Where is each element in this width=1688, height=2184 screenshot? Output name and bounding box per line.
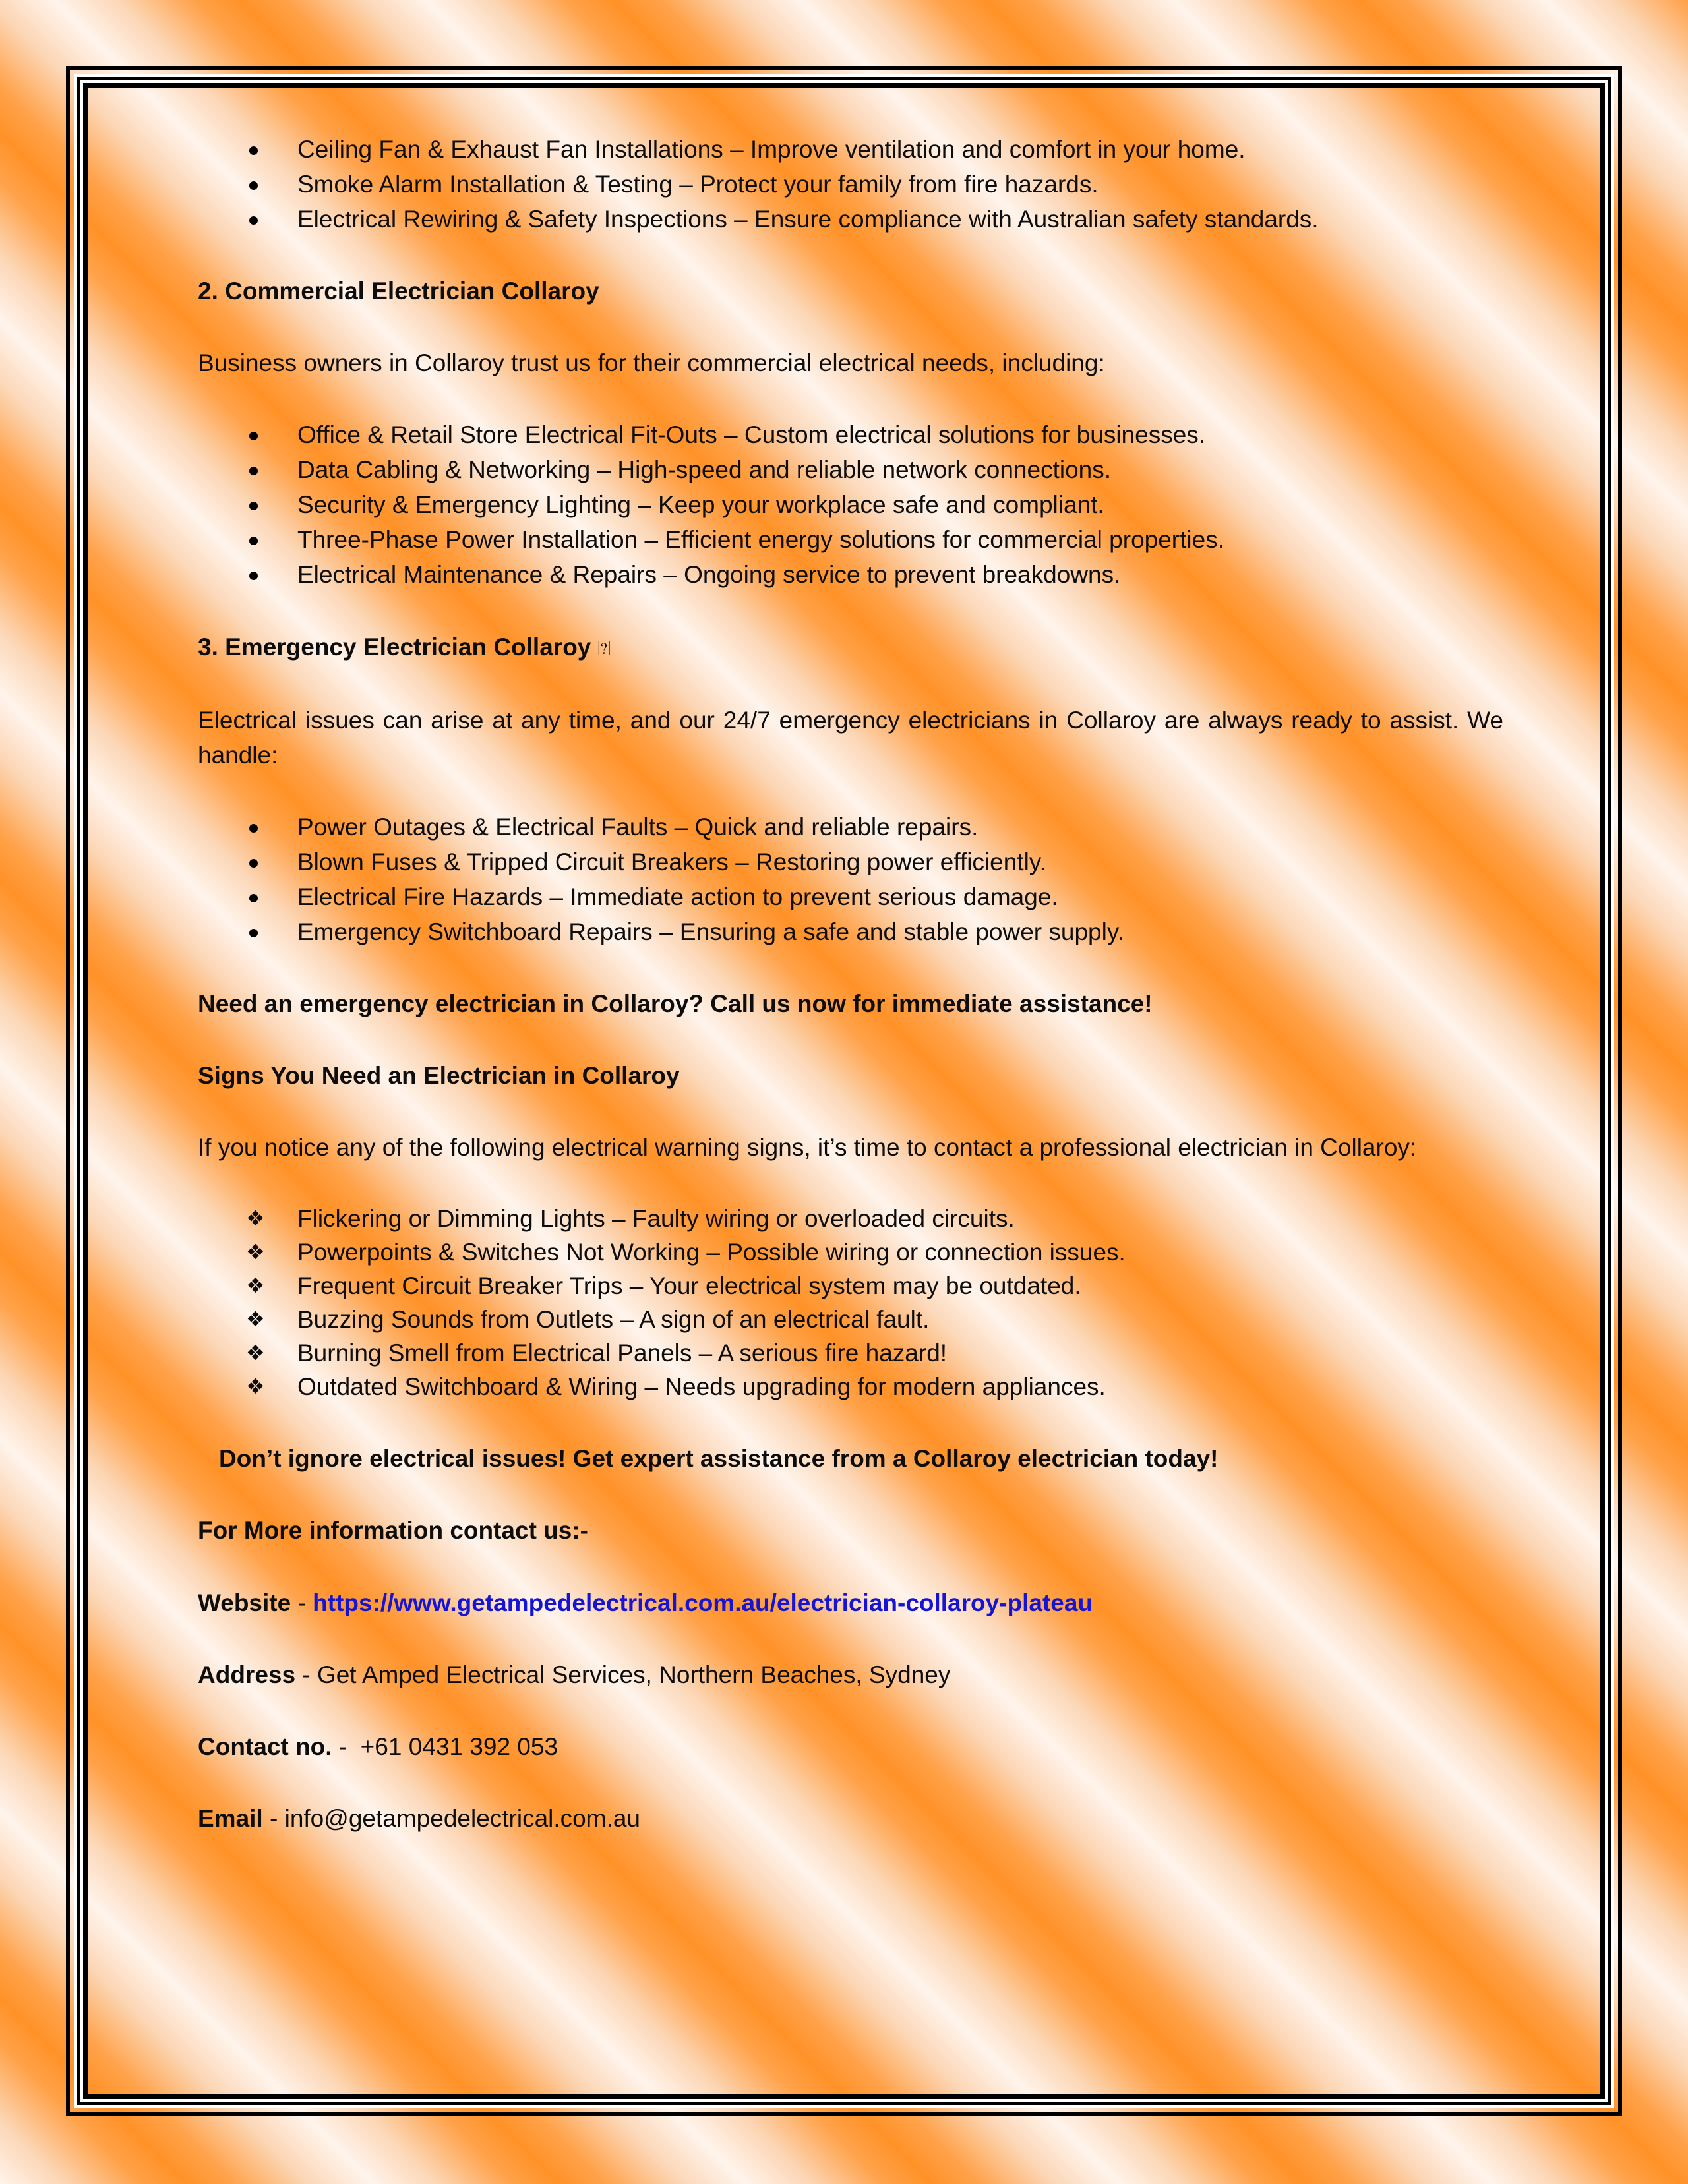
bullet-dot-icon bbox=[249, 146, 258, 155]
list-item: ❖ Powerpoints & Switches Not Working – Possible wiring or connection issues. bbox=[198, 1235, 1503, 1269]
list-item: Office & Retail Store Electrical Fit-Outs – Custom electrical solutions for businesses. bbox=[198, 417, 1503, 452]
list-item: Electrical Fire Hazards – Immediate action to prevent serious damage. bbox=[198, 879, 1503, 914]
list-item: Three-Phase Power Installation – Efficient energy solutions for commercial properties. bbox=[198, 522, 1503, 557]
bullet-dot-icon bbox=[249, 216, 258, 225]
list-item: Smoke Alarm Installation & Testing – Protect your family from fire hazards. bbox=[198, 167, 1503, 202]
diamond-bullet-icon: ❖ bbox=[246, 1274, 265, 1297]
phone-value: +61 0431 392 053 bbox=[360, 1733, 558, 1760]
list-item: ❖ Frequent Circuit Breaker Trips – Your electrical system may be outdated. bbox=[198, 1269, 1503, 1303]
list-item: ❖ Burning Smell from Electrical Panels – A serious fire hazard! bbox=[198, 1336, 1503, 1370]
diamond-bullet-icon: ❖ bbox=[246, 1206, 265, 1230]
missing-glyph-icon: ⍰ bbox=[597, 636, 611, 660]
address-line: Address - Get Amped Electrical Services, Northern Beaches, Sydney bbox=[198, 1661, 951, 1688]
bullet-dot-icon bbox=[249, 859, 258, 868]
signs-intro: If you notice any of the following electrical warning signs, it’s time to contact a professional electrician in Collaroy: bbox=[198, 1134, 1417, 1161]
diamond-bullet-icon: ❖ bbox=[246, 1341, 265, 1365]
warning-signs-list bbox=[198, 1202, 1503, 1403]
list-item: Power Outages & Electrical Faults – Quick and reliable repairs. bbox=[198, 810, 1503, 844]
commercial-intro: Business owners in Collaroy trust us for their commercial electrical needs, including: bbox=[198, 349, 1105, 376]
signs-cta: Don’t ignore electrical issues! Get expert assistance from a Collaroy electrician today! bbox=[219, 1445, 1219, 1472]
diamond-bullet-icon: ❖ bbox=[246, 1374, 265, 1398]
commercial-heading: 2. Commercial Electrician Collaroy bbox=[198, 278, 599, 305]
bullet-dot-icon bbox=[249, 572, 258, 580]
email-line: Email - info@getampedelectrical.com.au bbox=[198, 1805, 640, 1832]
bullet-dot-icon bbox=[249, 824, 258, 833]
emergency-cta: Need an emergency electrician in Collaroy? Call us now for immediate assistance! bbox=[198, 990, 1153, 1017]
address-value: Get Amped Electrical Services, Northern Beaches, Sydney bbox=[316, 1661, 951, 1688]
email-label: Email bbox=[198, 1805, 263, 1832]
list-item: Electrical Maintenance & Repairs – Ongoing service to prevent breakdowns. bbox=[198, 557, 1503, 592]
bullet-dot-icon bbox=[249, 467, 258, 475]
list-item: Data Cabling & Networking – High-speed and reliable network connections. bbox=[198, 452, 1503, 487]
signs-heading: Signs You Need an Electrician in Collaroy bbox=[198, 1062, 680, 1089]
email-value: info@getampedelectrical.com.au bbox=[284, 1805, 640, 1832]
diamond-bullet-icon: ❖ bbox=[246, 1240, 265, 1264]
list-item: Security & Emergency Lighting – Keep your workplace safe and compliant. bbox=[198, 487, 1503, 522]
list-item: ❖ Buzzing Sounds from Outlets – A sign of an electrical fault. bbox=[198, 1303, 1503, 1336]
list-item: ❖ Outdated Switchboard & Wiring – Needs upgrading for modern appliances. bbox=[198, 1370, 1503, 1403]
phone-line: Contact no. - +61 0431 392 053 bbox=[198, 1733, 558, 1760]
contact-heading: For More information contact us:- bbox=[198, 1517, 588, 1544]
website-link[interactable]: https://www.getampedelectrical.com.au/electrician-collaroy-plateau bbox=[313, 1589, 1093, 1616]
bullet-dot-icon bbox=[249, 181, 258, 190]
residential-services-list bbox=[198, 132, 1503, 237]
bullet-dot-icon bbox=[249, 894, 258, 902]
list-item: Blown Fuses & Tripped Circuit Breakers – Restoring power efficiently. bbox=[198, 844, 1503, 879]
list-item: Electrical Rewiring & Safety Inspections – Ensure compliance with Australian safety standards. bbox=[198, 202, 1503, 237]
emergency-intro: Electrical issues can arise at any time, and our 24/7 emergency electricians in Collaroy are always ready to assist. We handle: bbox=[198, 707, 1503, 769]
bullet-dot-icon bbox=[249, 537, 258, 545]
commercial-services-list bbox=[198, 417, 1503, 592]
bullet-dot-icon bbox=[249, 929, 258, 937]
diamond-bullet-icon: ❖ bbox=[246, 1307, 265, 1331]
bullet-dot-icon bbox=[249, 502, 258, 510]
emergency-heading: 3. Emergency Electrician Collaroy ⍰ bbox=[198, 634, 611, 661]
address-label: Address bbox=[198, 1661, 296, 1688]
emergency-services-list bbox=[198, 810, 1503, 949]
document-body bbox=[198, 132, 1503, 1836]
list-item: Emergency Switchboard Repairs – Ensuring a safe and stable power supply. bbox=[198, 914, 1503, 949]
list-item: Ceiling Fan & Exhaust Fan Installations – Improve ventilation and comfort in your home. bbox=[198, 132, 1503, 167]
website-line: Website - https://www.getampedelectrical.com.au/electrician-collaroy-plateau bbox=[198, 1589, 1093, 1616]
list-item: ❖ Flickering or Dimming Lights – Faulty wiring or overloaded circuits. bbox=[198, 1202, 1503, 1235]
phone-label: Contact no. bbox=[198, 1733, 332, 1760]
website-label: Website bbox=[198, 1589, 291, 1616]
bullet-dot-icon bbox=[249, 432, 258, 440]
